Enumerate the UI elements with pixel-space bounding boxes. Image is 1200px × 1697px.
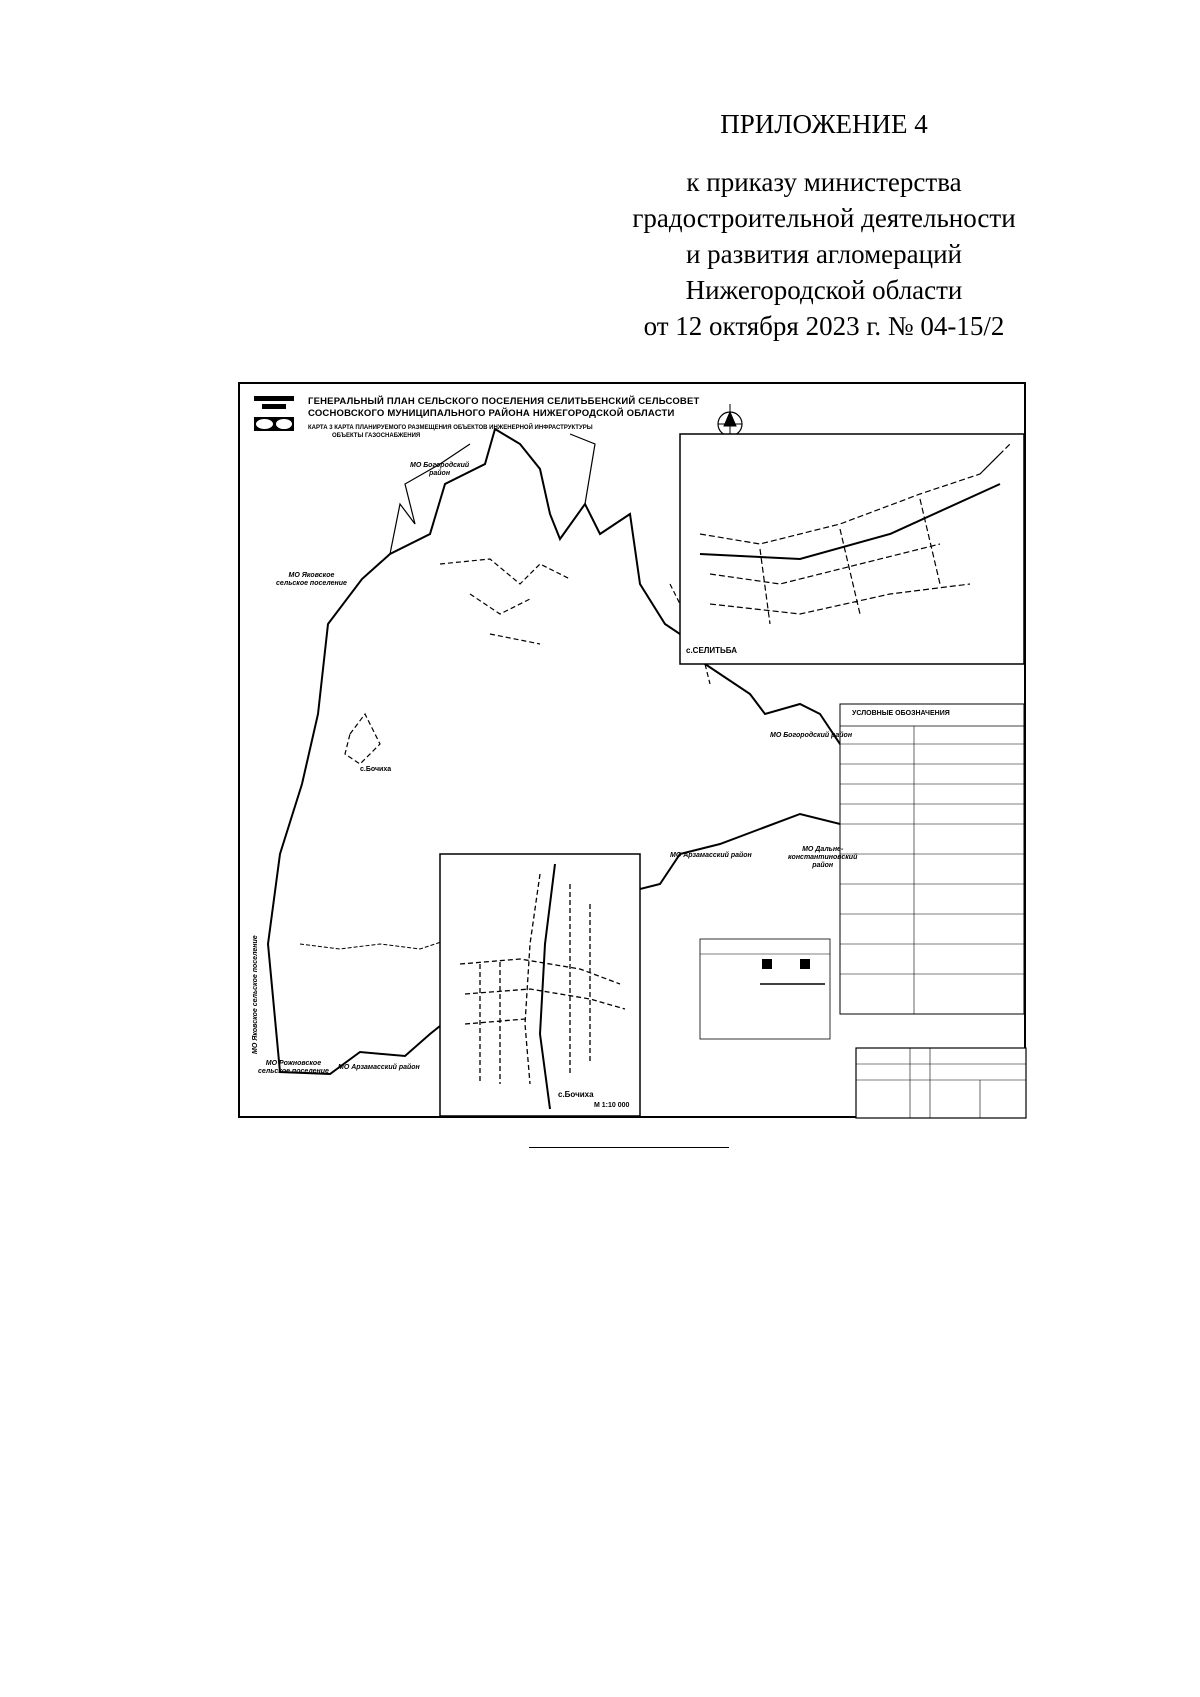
title-stamp [856, 1048, 1026, 1118]
map-subtitle [308, 424, 593, 440]
settlement-selitba: с.СЕЛИТЬБА [686, 646, 738, 655]
appendix-line-1: к приказу министерства [686, 167, 962, 198]
gas-network [345, 559, 710, 764]
label-rozhnovskoe: МО Рожновское сельское поселение [258, 1060, 329, 1075]
separator-line [529, 1147, 729, 1148]
inset-selitba-frame [680, 434, 1024, 664]
legend-frame [840, 704, 1024, 1014]
settlement-bochikha: с.Бочиха [360, 766, 392, 773]
appendix-number: ПРИЛОЖЕНИЕ 4 [720, 109, 928, 139]
appendix-line-5: от 12 октября 2023 г. № 04-15/2 [643, 311, 1005, 342]
label-arzamassky-bottom: МО Арзамасский район [338, 1064, 420, 1071]
label-yakovskoe-vertical: МО Яковское сельское поселение [252, 935, 259, 1054]
appendix-line-3: и развития агломераций [685, 239, 962, 270]
company-logo [254, 396, 294, 431]
map-title-line-1: ГЕНЕРАЛЬНЫЙ ПЛАН СЕЛЬСКОГО ПОСЕЛЕНИЯ СЕЛИТЬБЕНСКИЙ СЕЛЬСОВЕТ [308, 396, 700, 407]
gas-pipeline [300, 939, 450, 949]
label-bogorodsky-top: МО Богородский район [410, 462, 470, 477]
label-yakovskoe: МО Яковское сельское поселение [276, 572, 347, 587]
map-title-line-2: СОСНОВСКОГО МУНИЦИПАЛЬНОГО РАЙОНА НИЖЕГОРОДСКОЙ ОБЛАСТИ [308, 408, 675, 419]
label-arzamassky-mid: МО Арзамасский район [670, 852, 752, 859]
settlement-bochikha-inset: с.Бочиха [558, 1090, 594, 1099]
appendix-line-2: градостроительной деятельности [632, 203, 1016, 234]
district-border-2 [570, 434, 595, 504]
appendix-line-4: Нижегородской области [685, 275, 963, 306]
label-dalne: МО Дальне- константиновский район [788, 846, 858, 869]
label-bogorodsky-right: МО Богородский район [770, 732, 853, 739]
district-border [390, 444, 470, 554]
legend-title: УСЛОВНЫЕ ОБОЗНАЧЕНИЯ [852, 710, 950, 717]
map-scale: М 1:10 000 [594, 1102, 630, 1109]
map-sheet [238, 382, 1026, 1118]
appendix-heading [544, 108, 1104, 344]
map-title [308, 396, 700, 420]
map-drawing [240, 384, 1028, 1120]
map-subtitle-line-2: ОБЪЕКТЫ ГАЗОСНАБЖЕНИЯ [332, 433, 421, 439]
inset-bochikha-frame [440, 854, 640, 1116]
district-border-3 [720, 814, 800, 844]
map-subtitle-line-1: КАРТА 3 КАРТА ПЛАНИРУЕМОГО РАЗМЕЩЕНИЯ ОБЪЕКТОВ ИНЖЕНЕРНОЙ ИНФРАСТРУКТУРЫ [308, 425, 593, 431]
